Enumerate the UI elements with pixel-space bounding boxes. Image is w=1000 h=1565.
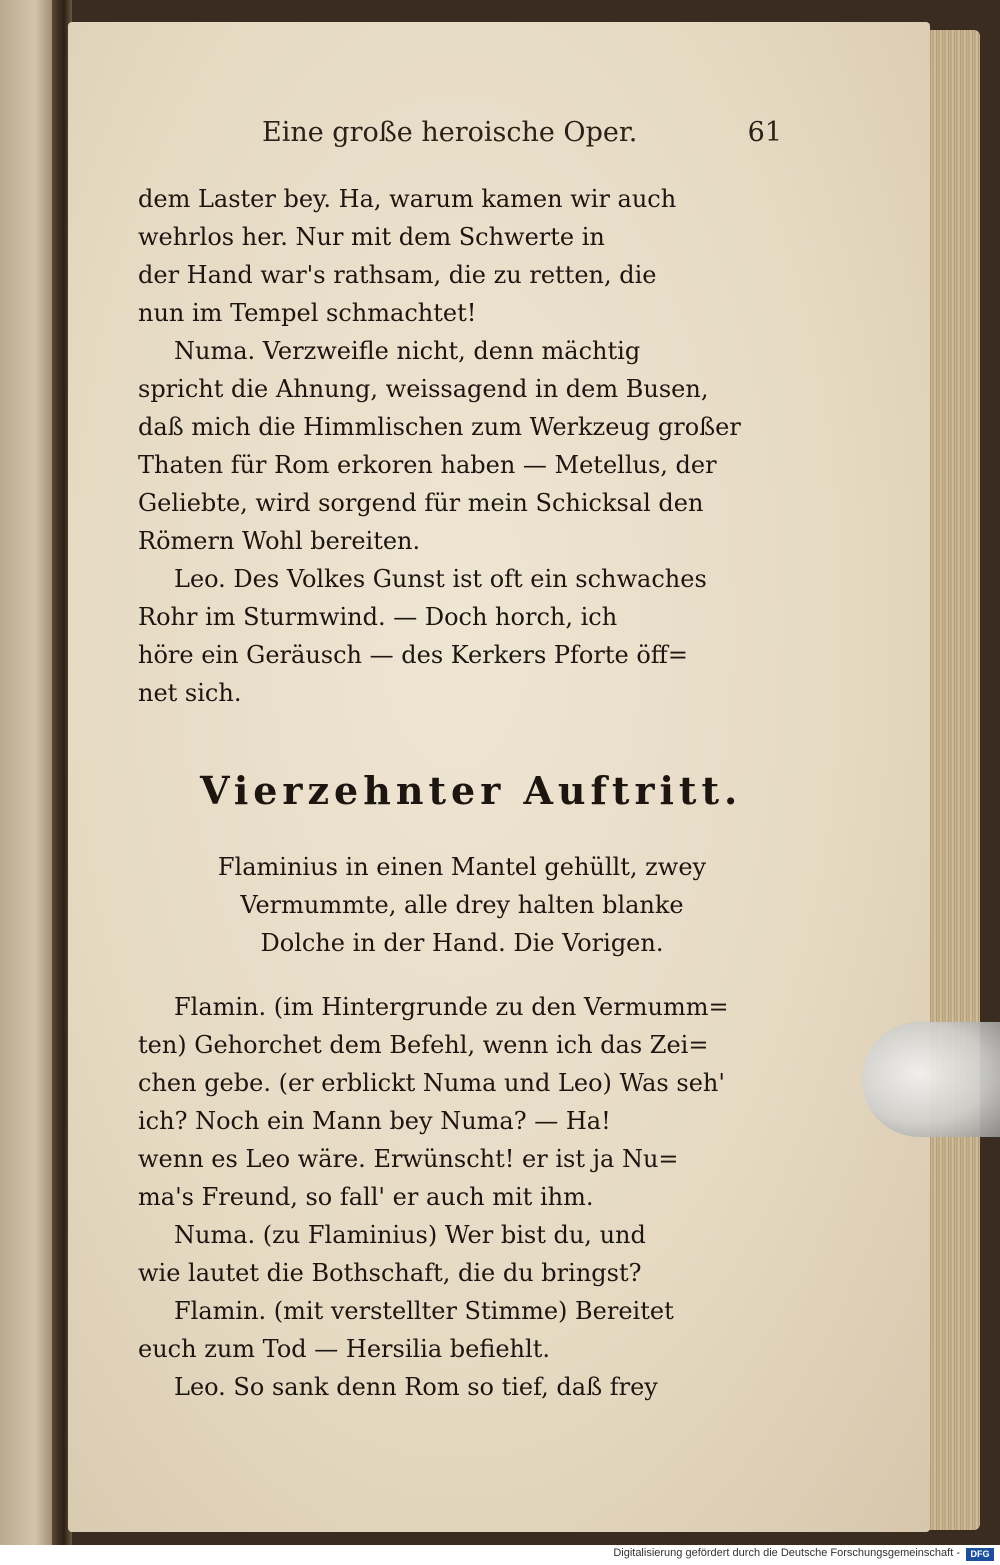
text-line: wie lautet die Bothschaft, die du bringst? [138, 1259, 642, 1287]
text-line: Rohr im Sturmwind. — Doch horch, ich [138, 603, 618, 631]
dfg-logo: DFG [966, 1548, 994, 1561]
text-line: euch zum Tod — Hersilia befiehlt. [138, 1335, 550, 1363]
text-line: ten) Gehorchet dem Befehl, wenn ich das Zei= [138, 1031, 709, 1059]
text-line: Geliebte, wird sorgend für mein Schicksal den [138, 489, 704, 517]
text-line: spricht die Ahnung, weissagend in dem Busen, [138, 375, 709, 403]
page-number: 61 [747, 117, 782, 148]
text-line: Flamin. (mit verstellter Stimme) Bereitet [174, 1297, 674, 1325]
text-line: ich? Noch ein Mann bey Numa? — Ha! [138, 1107, 611, 1135]
text-line: Leo. So sank denn Rom so tief, daß frey [174, 1373, 658, 1401]
text-line: Vermummte, alle drey halten blanke [240, 891, 684, 919]
text-line: ma's Freund, so fall' er auch mit ihm. [138, 1183, 594, 1211]
text-line: wenn es Leo wäre. Erwünscht! er ist ja Nu= [138, 1145, 679, 1173]
text-line: höre ein Geräusch — des Kerkers Pforte öff= [138, 641, 688, 669]
text-line: nun im Tempel schmachtet! [138, 299, 477, 327]
text-line: Flamin. (im Hintergrunde zu den Vermumm= [174, 993, 729, 1021]
text-line: Römern Wohl bereiten. [138, 527, 421, 555]
text-line: daß mich die Himmlischen zum Werkzeug großer [138, 413, 741, 441]
page-edges [925, 30, 980, 1530]
text-line: net sich. [138, 679, 242, 707]
page-clip [862, 1022, 1000, 1137]
text-line: Flaminius in einen Mantel gehüllt, zwey [217, 853, 707, 881]
text-line: chen gebe. (er erblickt Numa und Leo) Was seh' [138, 1069, 725, 1097]
text-line: dem Laster bey. Ha, warum kamen wir auch [138, 185, 677, 213]
text-line: Numa. (zu Flaminius) Wer bist du, und [174, 1221, 646, 1249]
text-line: wehrlos her. Nur mit dem Schwerte in [138, 223, 605, 251]
text-line: der Hand war's rathsam, die zu retten, die [138, 261, 657, 289]
left-page-edge [0, 0, 58, 1545]
footer-credit: Digitalisierung gefördert durch die Deutsche Forschungsgemeinschaft - [613, 1547, 960, 1559]
text-block-bottom [138, 988, 786, 1406]
text-line: Numa. Verzweifle nicht, denn mächtig [174, 337, 641, 365]
running-header [262, 117, 782, 157]
text-line: Thaten für Rom erkoren haben — Metellus, der [138, 451, 717, 479]
text-line: Leo. Des Volkes Gunst ist oft ein schwaches [174, 565, 707, 593]
header-title: Eine große heroische Oper. [262, 117, 638, 148]
stage-direction [138, 848, 786, 962]
text-line: Dolche in der Hand. Die Vorigen. [260, 929, 664, 957]
footer-bar [0, 1545, 1000, 1565]
scene-heading: Vierzehnter Auftritt. [200, 768, 743, 813]
text-block-top [138, 180, 786, 712]
